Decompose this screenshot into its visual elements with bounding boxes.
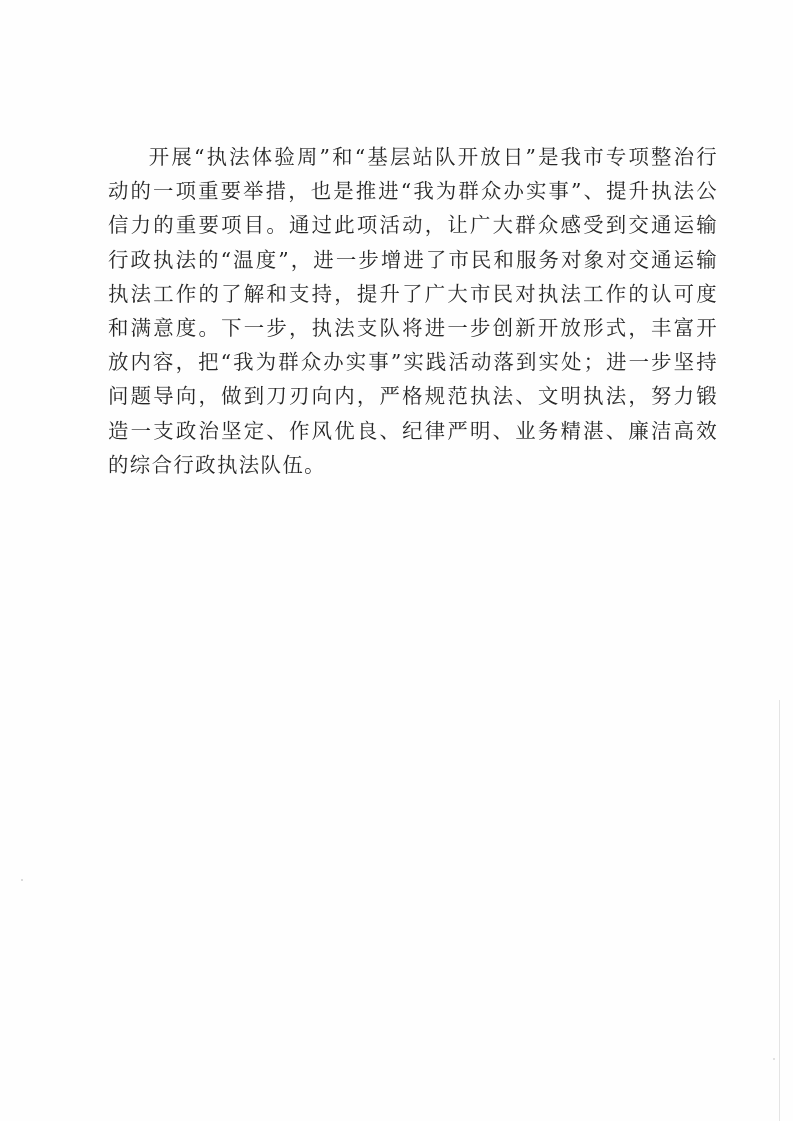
scan-speck (21, 879, 23, 881)
scan-speck (773, 1058, 775, 1060)
scan-edge-line (779, 700, 780, 1121)
body-paragraph: 开展“执法体验周”和“基层站队开放日”是我市专项整治行动的一项重要举措，也是推进“我为群众办实事”、提升执法公信力的重要项目。通过此项活动，让广大群众感受到交通运输行政执法的“温度”，进一步增进了市民和服务对象对交通运输执法工作的了解和支持，提升了广大市民对执法工作的认可度和满意度。下一步，执法支队将进一步创新开放形式，丰富开放内容，把“我为群众办实事”实践活动落到实处；进一步坚持问题导向，做到刀刃向内，严格规范执法、文明执法，努力锻造一支政治坚定、作风优良、纪律严明、业务精湛、廉洁高效的综合行政执法队伍。 (108, 145, 718, 477)
